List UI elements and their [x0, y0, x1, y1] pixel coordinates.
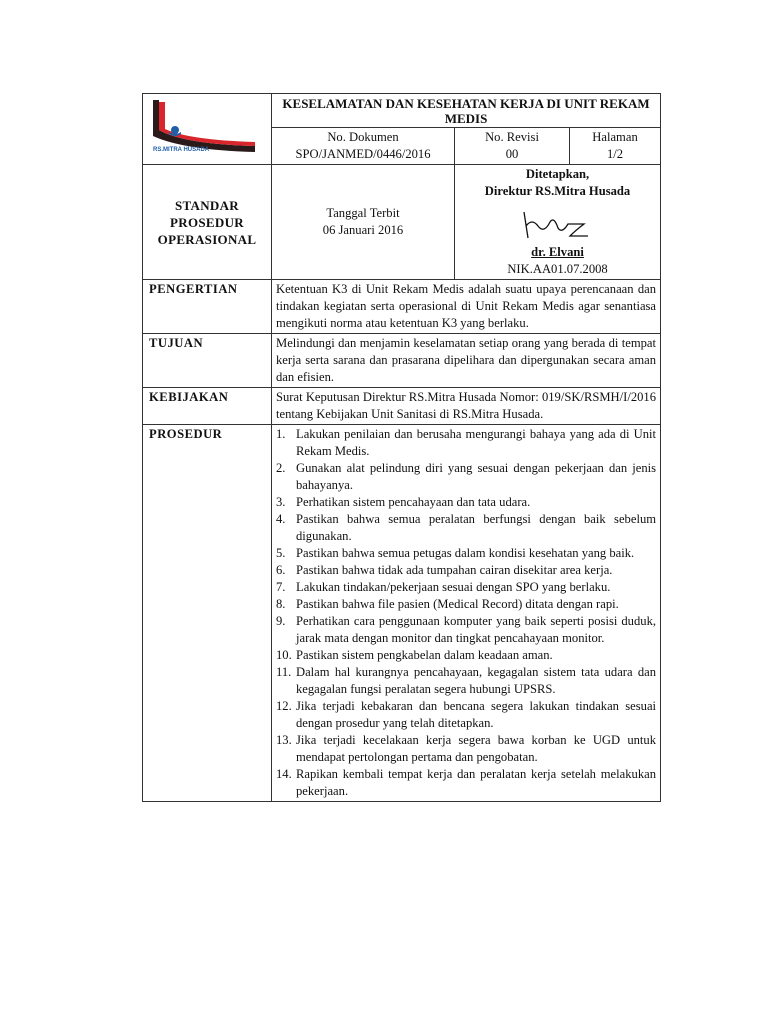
- page-label: Halaman: [592, 130, 638, 144]
- doc-number-label: No. Dokumen: [327, 130, 399, 144]
- kebijakan-text: Surat Keputusan Direktur RS.Mitra Husada Nomor: 019/SK/RSMH/I/2016 tentang Kebijakan Unit Sanitasi di RS.Mitra Husada.: [272, 388, 661, 425]
- list-item: 8. Pastikan bahwa file pasien (Medical Record) ditata dengan rapi.: [276, 597, 619, 611]
- revision-label: No. Revisi: [485, 130, 539, 144]
- issue-date-label: Tanggal Terbit: [326, 206, 400, 220]
- doc-number-cell: [272, 128, 455, 165]
- procedure-list: [276, 426, 656, 800]
- list-item: 11. Dalam hal kurangnya pencahayaan, kegagalan sistem tata udara dan kegagalan fungsi peralatan segera hubungi UPSRS.: [276, 665, 657, 696]
- approval-name: dr. Elvani: [531, 245, 584, 259]
- approval-nik: NIK.AA01.07.2008: [507, 262, 608, 276]
- revision-cell: [455, 128, 570, 165]
- prosedur-label: PROSEDUR: [143, 425, 272, 802]
- pengertian-text: Ketentuan K3 di Unit Rekam Medis adalah suatu upaya perencanaan dan tindakan kegiatan serta operasional di Unit Rekam Medis agar senantiasa mengikuti norma atau ketentuan K3 yang berlaku.: [272, 280, 661, 334]
- tujuan-label: TUJUAN: [143, 334, 272, 388]
- list-item: 7. Lakukan tindakan/pekerjaan sesuai dengan SPO yang berlaku.: [276, 580, 611, 594]
- approval-line2: Direktur RS.Mitra Husada: [484, 184, 631, 198]
- spo-document-table: [142, 93, 661, 802]
- revision-value: 00: [505, 147, 519, 161]
- hospital-logo: [143, 94, 272, 165]
- signature-icon: [518, 204, 598, 244]
- prosedur-steps: [272, 425, 661, 802]
- svg-text:RS.MITRA HUSADA: RS.MITRA HUSADA: [153, 146, 210, 153]
- issue-date-value: 06 Januari 2016: [322, 223, 404, 237]
- page-cell: [570, 128, 661, 165]
- page-value: 1/2: [606, 147, 624, 161]
- document-title: KESELAMATAN DAN KESEHATAN KERJA DI UNIT REKAM MEDIS: [272, 94, 661, 128]
- tujuan-text: Melindungi dan menjamin keselamatan setiap orang yang berada di tempat kerja serta sarana dan prasarana dipelihara dan dipergunakan secara aman dan efisien.: [272, 334, 661, 388]
- list-item: 5. Pastikan bahwa semua petugas dalam kondisi kesehatan yang baik.: [276, 546, 635, 560]
- list-item: 12. Jika terjadi kebakaran dan bencana segera lakukan tindakan sesuai dengan prosedur yang telah ditetapkan.: [276, 699, 657, 730]
- list-item: 9. Perhatikan cara penggunaan komputer yang baik seperti posisi duduk, jarak mata dengan monitor dan tingkat pencahayaan monitor.: [276, 614, 657, 645]
- issue-date-cell: [272, 165, 455, 280]
- spo-label: STANDAR PROSEDUR OPERASIONAL: [143, 165, 272, 280]
- list-item: 6. Pastikan bahwa tidak ada tumpahan cairan disekitar area kerja.: [276, 563, 613, 577]
- approval-cell: [455, 165, 661, 280]
- list-item: 1. Lakukan penilaian dan berusaha mengurangi bahaya yang ada di Unit Rekam Medis.: [276, 427, 657, 458]
- kebijakan-label: KEBIJAKAN: [143, 388, 272, 425]
- approval-line1: Ditetapkan,: [525, 167, 590, 181]
- hospital-logo-icon: [143, 96, 263, 158]
- doc-number-value: SPO/JANMED/0446/2016: [295, 147, 431, 161]
- pengertian-label: PENGERTIAN: [143, 280, 272, 334]
- list-item: 14. Rapikan kembali tempat kerja dan peralatan kerja setelah melakukan pekerjaan.: [276, 767, 657, 798]
- list-item: 13. Jika terjadi kecelakaan kerja segera bawa korban ke UGD untuk mendapat pertolongan pertama dan pengobatan.: [276, 733, 657, 764]
- list-item: 3. Perhatikan sistem pencahayaan dan tata udara.: [276, 495, 531, 509]
- list-item: 4. Pastikan bahwa semua peralatan berfungsi dengan baik sebelum digunakan.: [276, 512, 657, 543]
- list-item: 10. Pastikan sistem pengkabelan dalam keadaan aman.: [276, 648, 553, 662]
- list-item: 2. Gunakan alat pelindung diri yang sesuai dengan pekerjaan dan jenis bahayanya.: [276, 461, 657, 492]
